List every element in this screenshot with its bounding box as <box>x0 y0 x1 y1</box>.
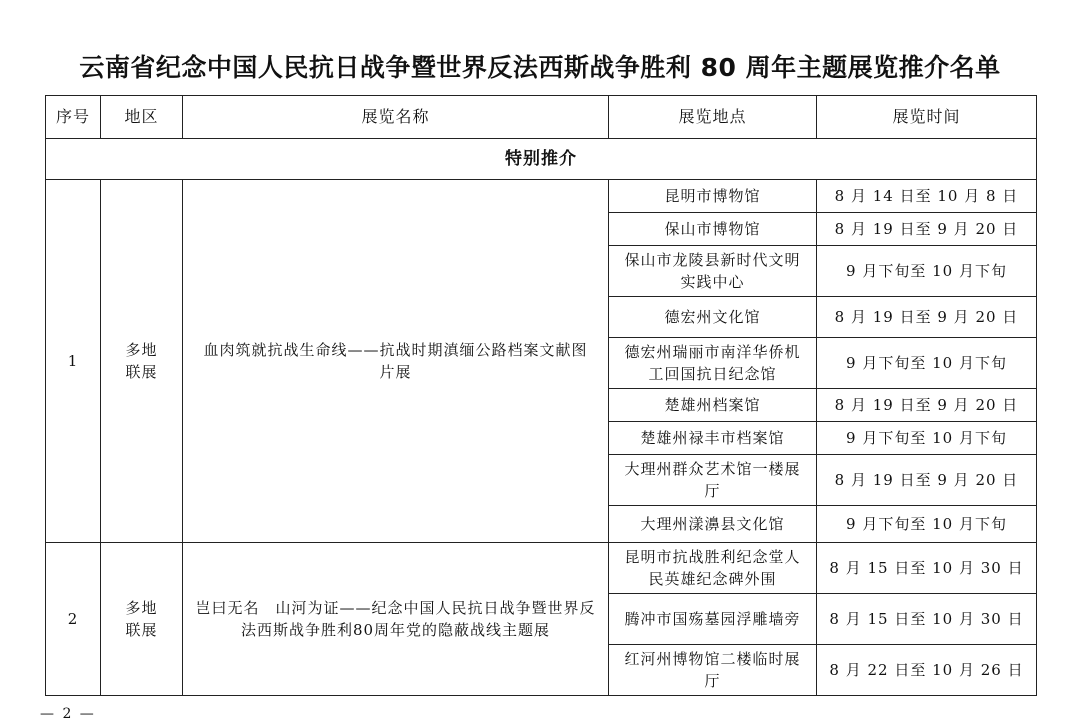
venue: 楚雄州档案馆 <box>609 389 817 422</box>
col-header-no: 序号 <box>46 96 101 139</box>
row-number: 1 <box>46 180 101 543</box>
period: 9 月下旬至 10 月下旬 <box>817 338 1037 389</box>
col-header-time: 展览时间 <box>817 96 1037 139</box>
venue: 昆明市博物馆 <box>609 180 817 213</box>
table-row <box>46 543 1037 594</box>
exhibition-name: 血肉筑就抗战生命线——抗战时期滇缅公路档案文献图片展 <box>183 180 609 543</box>
period: 8 月 19 日至 9 月 20 日 <box>817 389 1037 422</box>
venue: 保山市博物馆 <box>609 213 817 246</box>
col-header-name: 展览名称 <box>183 96 609 139</box>
venue: 昆明市抗战胜利纪念堂人民英雄纪念碑外围 <box>609 543 817 594</box>
col-header-region: 地区 <box>101 96 183 139</box>
row-region <box>101 543 183 696</box>
period: 9 月下旬至 10 月下旬 <box>817 422 1037 455</box>
header-row <box>46 96 1037 139</box>
table-row <box>46 180 1037 213</box>
venue: 红河州博物馆二楼临时展厅 <box>609 645 817 696</box>
exhibition-table <box>45 95 1037 696</box>
venue: 大理州漾濞县文化馆 <box>609 506 817 543</box>
venue: 腾冲市国殇墓园浮雕墙旁 <box>609 594 817 645</box>
venue: 德宏州瑞丽市南洋华侨机工回国抗日纪念馆 <box>609 338 817 389</box>
period: 8 月 15 日至 10 月 30 日 <box>817 594 1037 645</box>
venue: 保山市龙陵县新时代文明实践中心 <box>609 246 817 297</box>
document-title: 云南省纪念中国人民抗日战争暨世界反法西斯战争胜利 80 周年主题展览推介名单 <box>79 53 1001 82</box>
period: 8 月 19 日至 9 月 20 日 <box>817 455 1037 506</box>
region-line: 多地 联展 <box>125 341 158 381</box>
period: 8 月 22 日至 10 月 26 日 <box>817 645 1037 696</box>
section-title: 特别推介 <box>46 139 1037 180</box>
col-header-venue: 展览地点 <box>609 96 817 139</box>
page-number: — 2 — <box>40 706 96 722</box>
row-region <box>101 180 183 543</box>
venue: 楚雄州禄丰市档案馆 <box>609 422 817 455</box>
exhibition-name: 岂曰无名 山河为证——纪念中国人民抗日战争暨世界反法西斯战争胜利80周年党的隐蔽战线主题展 <box>183 543 609 696</box>
period: 8 月 14 日至 10 月 8 日 <box>817 180 1037 213</box>
period: 8 月 15 日至 10 月 30 日 <box>817 543 1037 594</box>
period: 8 月 19 日至 9 月 20 日 <box>817 297 1037 338</box>
row-number: 2 <box>46 543 101 696</box>
period: 9 月下旬至 10 月下旬 <box>817 506 1037 543</box>
period: 9 月下旬至 10 月下旬 <box>817 246 1037 297</box>
period: 8 月 19 日至 9 月 20 日 <box>817 213 1037 246</box>
venue: 大理州群众艺术馆一楼展厅 <box>609 455 817 506</box>
venue: 德宏州文化馆 <box>609 297 817 338</box>
region-line: 多地 联展 <box>125 599 158 639</box>
section-row <box>46 139 1037 180</box>
